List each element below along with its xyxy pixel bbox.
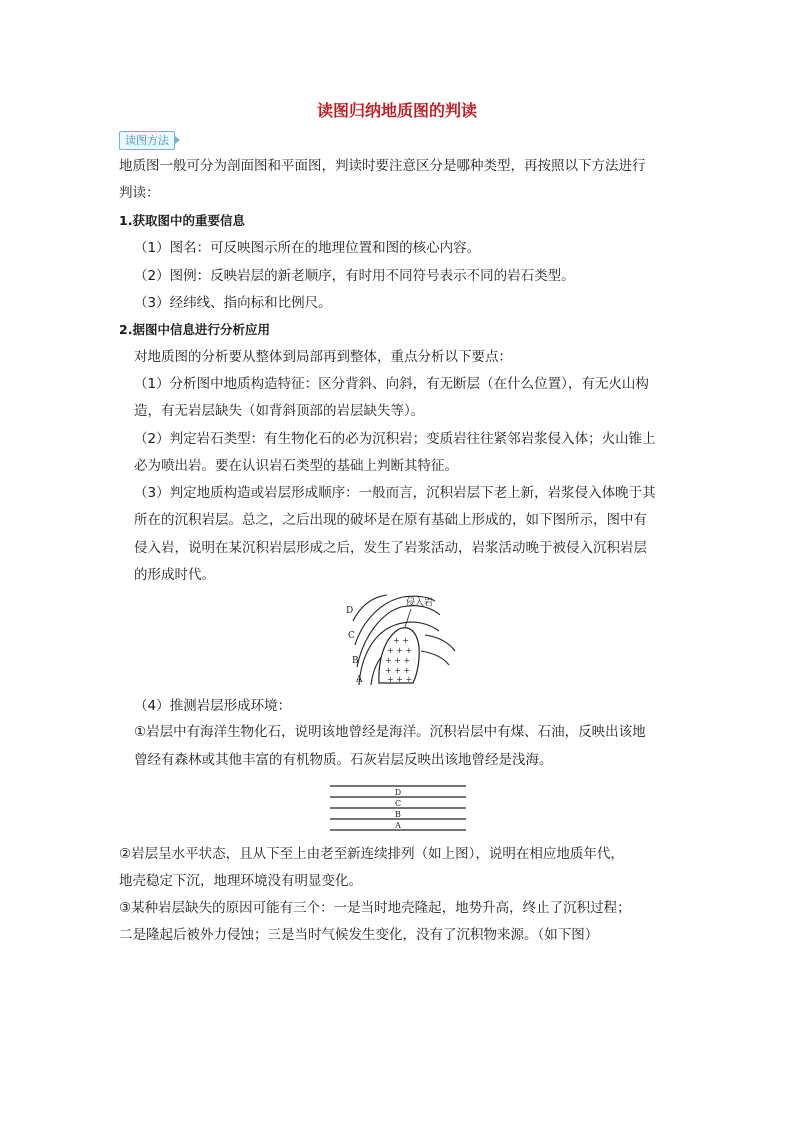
intrusion-label: 侵入岩 (406, 598, 434, 608)
paragraph-line: ①岩层中有海洋生物化石，说明该地曾经是海洋。沉积岩层中有煤、石油，反映出该地 (134, 724, 646, 740)
layer-label: A (356, 675, 363, 685)
paragraph-line: （3）经纬线、指向标和比例尺。 (134, 295, 332, 311)
paragraph-line: 判读： (119, 185, 160, 201)
paragraph-line: ②岩层呈水平状态，且从下至上由老至新连续排列（如上图），说明在相应地质年代， (119, 846, 624, 862)
paragraph-line: 二是隆起后被外力侵蚀；三是当时气候发生变化，没有了沉积物来源。（如下图） (119, 927, 599, 943)
svg-text:+ + +: + + + (387, 675, 413, 684)
paragraph-line: 对地质图的分析要从整体到局部再到整体，重点分析以下要点： (134, 349, 512, 365)
layer-label: D (346, 606, 354, 616)
paragraph-line: 地质图一般可分为剖面图和平面图，判读时要注意区分是哪种类型，再按照以下方法进行 (119, 158, 646, 174)
paragraph-line: （3）判定地质构造或岩层形成顺序：一般而言，沉积岩层下老上新，岩浆侵入体晚于其 (134, 485, 656, 501)
section-heading: 2.据图中信息进行分析应用 (119, 322, 270, 337)
paragraph-line: 必为喷出岩。要在认识岩石类型的基础上判断其特征。 (134, 458, 458, 474)
svg-text:+ +: + + (393, 636, 409, 645)
paragraph-line: （1）图名：可反映图示所在的地理位置和图的核心内容。 (134, 240, 481, 256)
paragraph-line: 曾经有森林或其他丰富的有机物质。石灰岩层反映出该地曾经是浅海。 (134, 752, 553, 768)
page-title: 读图归纳地质图的判读 (316, 101, 477, 120)
horizontal-strata-figure (330, 784, 466, 834)
paragraph-line: 侵入岩，说明在某沉积岩层形成之后，发生了岩浆活动，岩浆活动晚于被侵入沉积岩层 (134, 540, 647, 556)
layer-label: C (394, 799, 402, 808)
paragraph-line: （2）判定岩石类型：有生物化石的必为沉积岩；变质岩往往紧邻岩浆侵入体；火山锥上 (134, 431, 656, 447)
layer-label: D (394, 788, 402, 797)
paragraph-line: （4）推测岩层形成环境： (134, 698, 292, 714)
paragraph-line: 造，有无岩层缺失（如背斜顶部的岩层缺失等）。 (134, 403, 425, 419)
svg-text:+ + +: + + + (385, 666, 411, 675)
layer-label: C (348, 631, 355, 641)
paragraph-line: 地壳稳定下沉，地理环境没有明显变化。 (119, 873, 362, 889)
layer-label: A (395, 821, 401, 830)
paragraph-line: （2）图例：反映岩层的新老顺序，有时用不同符号表示不同的岩石类型。 (134, 268, 575, 284)
section-tag-label: 读图方法 (125, 134, 169, 147)
section-tag (119, 131, 175, 150)
paragraph-line: ③某种岩层缺失的原因可能有三个：一是当时地壳隆起，地势升高，终止了沉积过程； (119, 900, 631, 916)
paragraph-line: （1）分析图中地质构造特征：区分背斜、向斜，有无断层（在什么位置），有无火山构 (134, 376, 649, 392)
intrusion-pointer (405, 609, 411, 627)
tag-arrow-icon (175, 136, 180, 144)
layer-label: B (395, 810, 401, 819)
paragraph-line: 所在的沉积岩层。总之，之后出现的破坏是在原有基础上形成的，如下图所示，图中有 (134, 512, 647, 528)
layer-label: B (352, 656, 359, 666)
paragraph-line: 的形成时代。 (134, 567, 215, 583)
svg-text:+ + +: + + + (387, 646, 413, 655)
svg-text:+ + +: + + + (385, 656, 411, 665)
section-heading: 1.获取图中的重要信息 (119, 213, 245, 228)
intrusion-figure (343, 591, 463, 687)
